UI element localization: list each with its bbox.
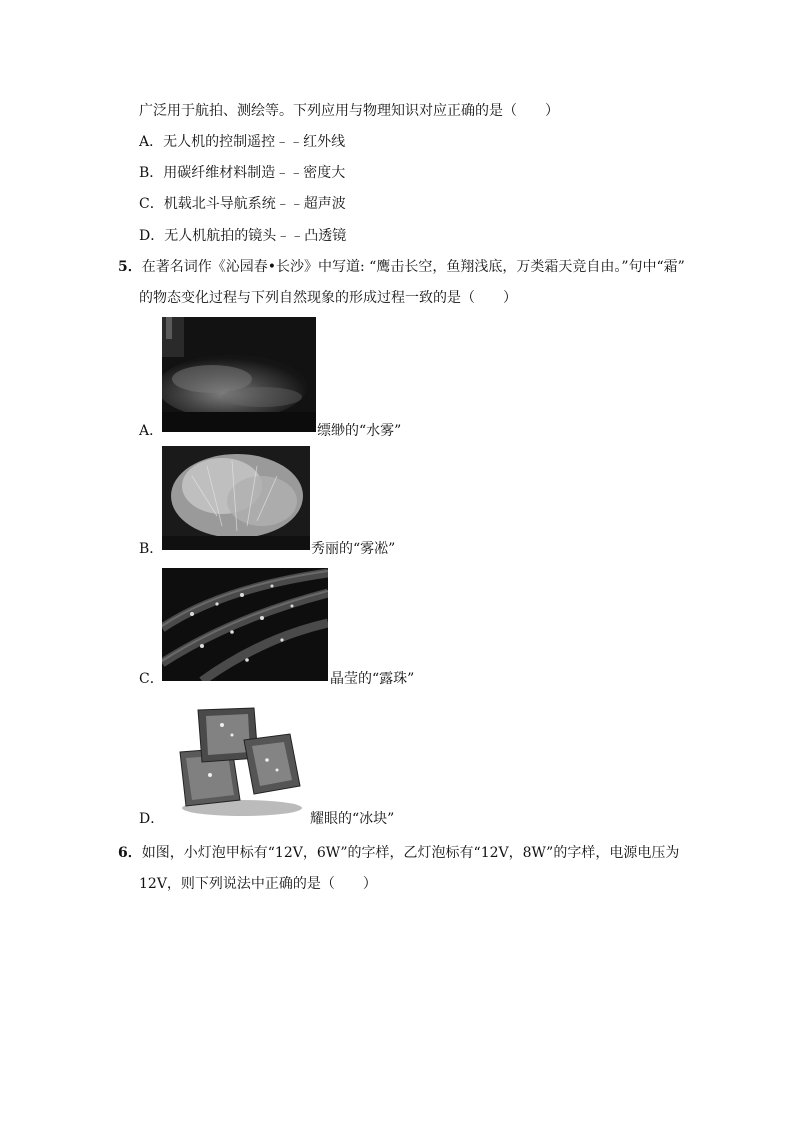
- q4-option-d-text: 无人机航拍的镜头﹣﹣凸透镜: [164, 228, 347, 244]
- q5-option-c-caption: 晶莹的“露珠”: [330, 671, 415, 687]
- q4-option-b-label: B．: [139, 165, 164, 181]
- q5-option-b-label: B．: [139, 541, 164, 557]
- q4-continuation: 广泛用于航拍、测绘等。下列应用与物理知识对应正确的是（ ）: [139, 103, 559, 119]
- q5-option-a-label: A．: [139, 423, 164, 439]
- q6-stem-line2: 12V，则下列说法中正确的是（ ）: [139, 876, 377, 892]
- q5-stem-text1: 在著名词作《沁园春•长沙》中写道: “鹰击长空，鱼翔浅底，万类霜天竞自由。”句中“霜”: [141, 259, 685, 275]
- q4-option-a-label: A．: [139, 134, 164, 150]
- q5-option-d-caption: 耀眼的“冰块”: [310, 811, 395, 827]
- q5-number: 5．: [118, 259, 142, 275]
- q4-option-a: [139, 132, 345, 152]
- q6-stem-line1: [118, 843, 679, 863]
- q4-option-b-text: 用碳纤维材料制造﹣﹣密度大: [163, 165, 346, 181]
- q5-option-d-label: D．: [139, 811, 165, 827]
- q6-number: 6．: [118, 845, 142, 861]
- dew-photo: [162, 568, 328, 681]
- q5-option-b-caption: 秀丽的“雾凇”: [311, 541, 396, 557]
- q4-option-c-text: 机载北斗导航系统﹣﹣超声波: [163, 196, 346, 212]
- q4-option-d: [139, 226, 346, 246]
- q5-stem-line2: 的物态变化过程与下列自然现象的形成过程一致的是（ ）: [139, 290, 517, 306]
- ice-photo: [162, 700, 310, 822]
- q4-option-d-label: D．: [139, 228, 165, 244]
- q4-option-a-text: 无人机的控制遥控﹣﹣红外线: [163, 134, 346, 150]
- q5-option-c-label: C．: [139, 671, 164, 687]
- rime-photo: [162, 446, 310, 550]
- q5-stem-line1: [118, 257, 685, 277]
- q4-option-b: [139, 163, 345, 183]
- q4-option-c-label: C．: [139, 196, 164, 212]
- q4-option-c: [139, 194, 346, 214]
- q6-stem-text1: 如图，小灯泡甲标有“12V，6W”的字样，乙灯泡标有“12V，8W”的字样，电源电压为: [141, 845, 680, 861]
- q5-option-a-caption: 缥缈的“水雾”: [317, 423, 402, 439]
- mist-photo: [162, 317, 316, 432]
